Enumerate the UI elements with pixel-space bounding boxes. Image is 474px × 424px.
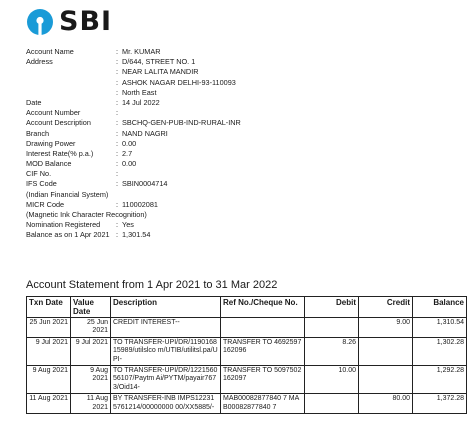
detail-row xyxy=(26,169,326,179)
detail-row xyxy=(26,190,326,200)
detail-label xyxy=(26,78,116,88)
column-header: Value Date xyxy=(71,297,111,318)
detail-row xyxy=(26,67,326,77)
table-cell xyxy=(359,366,413,394)
table-row xyxy=(27,337,467,365)
table-cell: TRANSFER TO 4692597162096 xyxy=(221,337,305,365)
account-details xyxy=(26,47,326,241)
detail-row xyxy=(26,139,326,149)
detail-colon: : xyxy=(116,220,119,230)
detail-label xyxy=(26,88,116,98)
table-cell: TO TRANSFER-UPI/DR/122156056107/Paytm Ai/PYTM/payair7673/Oid14- xyxy=(111,366,221,394)
detail-label: MICR Code xyxy=(26,199,65,209)
detail-row xyxy=(26,108,326,118)
sbi-logo-text: SBI xyxy=(59,6,113,37)
detail-value: 0.00 xyxy=(122,138,137,148)
table-cell: 80.00 xyxy=(359,394,413,414)
detail-colon: : xyxy=(116,87,119,97)
column-header: Description xyxy=(111,297,221,318)
table-cell xyxy=(359,337,413,365)
detail-label: Interest Rate(% p.a.) xyxy=(26,148,94,158)
table-cell: 9 Jul 2021 xyxy=(27,337,71,365)
detail-label: (Indian Financial System) xyxy=(26,189,109,199)
detail-value xyxy=(122,169,326,179)
table-cell: 11 Aug 2021 xyxy=(71,394,111,414)
sbi-logo-icon xyxy=(26,8,54,36)
detail-label: Date xyxy=(26,97,42,107)
transactions-table xyxy=(26,296,467,414)
detail-colon: : xyxy=(116,169,119,179)
detail-label: CIF No. xyxy=(26,169,52,179)
detail-label: Nomination Registered xyxy=(26,220,101,230)
detail-colon: : xyxy=(116,108,119,118)
detail-value: 110002081 xyxy=(122,199,158,209)
detail-value: North East xyxy=(122,87,157,97)
table-cell: 1,372.28 xyxy=(413,394,467,414)
detail-colon: : xyxy=(116,77,119,87)
table-cell: BY TRANSFER-INB IMPS122315761214/00000000 00/XX5885/- xyxy=(111,394,221,414)
detail-value: 2.7 xyxy=(122,148,133,158)
table-row xyxy=(27,318,467,338)
detail-label: MOD Balance xyxy=(26,159,72,169)
detail-value: 0.00 xyxy=(122,159,137,169)
detail-colon: : xyxy=(116,97,119,107)
column-header: Credit xyxy=(359,297,413,318)
detail-colon: : xyxy=(116,199,119,209)
detail-colon: : xyxy=(116,67,119,77)
detail-label: Account Name xyxy=(26,47,74,56)
table-cell: TO TRANSFER-UPI/DR/119016815989/utilslco m/UTIB/utilitsl.pa/UPI- xyxy=(111,337,221,365)
table-row xyxy=(27,394,467,414)
detail-row xyxy=(26,149,326,159)
table-cell: 1,310.54 xyxy=(413,318,467,338)
detail-colon: : xyxy=(116,128,119,138)
detail-label: Account Description xyxy=(26,118,91,128)
detail-row xyxy=(26,159,326,169)
table-cell: MAB00082877840 7 MAB00082877840 7 xyxy=(221,394,305,414)
table-cell: TRANSFER TO 5097502162097 xyxy=(221,366,305,394)
table-cell: 9.00 xyxy=(359,318,413,338)
statement-title: Account Statement from 1 Apr 2021 to 31 Mar 2022 xyxy=(26,279,278,291)
table-cell: CREDIT INTEREST-- xyxy=(111,318,221,338)
detail-colon: : xyxy=(116,138,119,148)
detail-row xyxy=(26,88,326,98)
column-header: Balance xyxy=(413,297,467,318)
detail-value: NEAR LALITA MANDIR xyxy=(122,67,199,77)
table-cell xyxy=(305,318,359,338)
detail-row xyxy=(26,57,326,67)
detail-label: Drawing Power xyxy=(26,138,76,148)
detail-row xyxy=(26,98,326,108)
sbi-logo xyxy=(26,8,112,36)
detail-colon: : xyxy=(116,179,119,189)
table-cell: 9 Jul 2021 xyxy=(71,337,111,365)
table-cell xyxy=(221,318,305,338)
detail-value: 14 Jul 2022 xyxy=(122,97,160,107)
detail-label: (Magnetic Ink Character Recognition) xyxy=(26,210,147,219)
detail-colon: : xyxy=(116,159,119,169)
column-header: Txn Date xyxy=(27,297,71,318)
detail-label: Balance as on 1 Apr 2021 xyxy=(26,230,110,240)
table-cell: 25 Jun 2021 xyxy=(71,318,111,338)
detail-value: Mr. KUMAR xyxy=(122,47,161,56)
detail-label: Address xyxy=(26,57,53,67)
table-cell: 10.00 xyxy=(305,366,359,394)
detail-colon: : xyxy=(116,148,119,158)
detail-colon: : xyxy=(116,230,119,240)
detail-row xyxy=(26,129,326,139)
detail-row xyxy=(26,210,326,220)
table-cell: 9 Aug 2021 xyxy=(27,366,71,394)
detail-value: D/644, STREET NO. 1 xyxy=(122,57,196,67)
detail-value: 1,301.54 xyxy=(122,230,151,240)
table-cell: 1,292.28 xyxy=(413,366,467,394)
detail-row xyxy=(26,200,326,210)
detail-value: Yes xyxy=(122,220,134,230)
table-row xyxy=(27,366,467,394)
detail-label xyxy=(26,67,116,77)
detail-value xyxy=(122,108,326,118)
detail-row xyxy=(26,230,326,240)
table-cell xyxy=(305,394,359,414)
table-header-row xyxy=(27,297,467,318)
detail-colon: : xyxy=(116,57,119,67)
table-cell: 1,302.28 xyxy=(413,337,467,365)
detail-label: IFS Code xyxy=(26,179,57,189)
column-header: Debit xyxy=(305,297,359,318)
detail-value: NAND NAGRI xyxy=(122,128,168,138)
detail-value: SBIN0004714 xyxy=(122,179,168,189)
column-header: Ref No./Cheque No. xyxy=(221,297,305,318)
table-cell: 25 Jun 2021 xyxy=(27,318,71,338)
detail-row xyxy=(26,47,326,57)
detail-row xyxy=(26,220,326,230)
detail-row xyxy=(26,78,326,88)
detail-colon: : xyxy=(116,118,119,128)
detail-row xyxy=(26,179,326,189)
detail-colon: : xyxy=(116,47,119,56)
detail-label: Account Number xyxy=(26,108,81,118)
table-cell: 11 Aug 2021 xyxy=(27,394,71,414)
detail-label: Branch xyxy=(26,128,50,138)
detail-value: SBCHQ-GEN-PUB-IND-RURAL-INR xyxy=(122,118,241,128)
table-cell: 8.26 xyxy=(305,337,359,365)
detail-value: ASHOK NAGAR DELHI-93-110093 xyxy=(122,77,236,87)
detail-row xyxy=(26,118,326,128)
table-cell: 9 Aug 2021 xyxy=(71,366,111,394)
